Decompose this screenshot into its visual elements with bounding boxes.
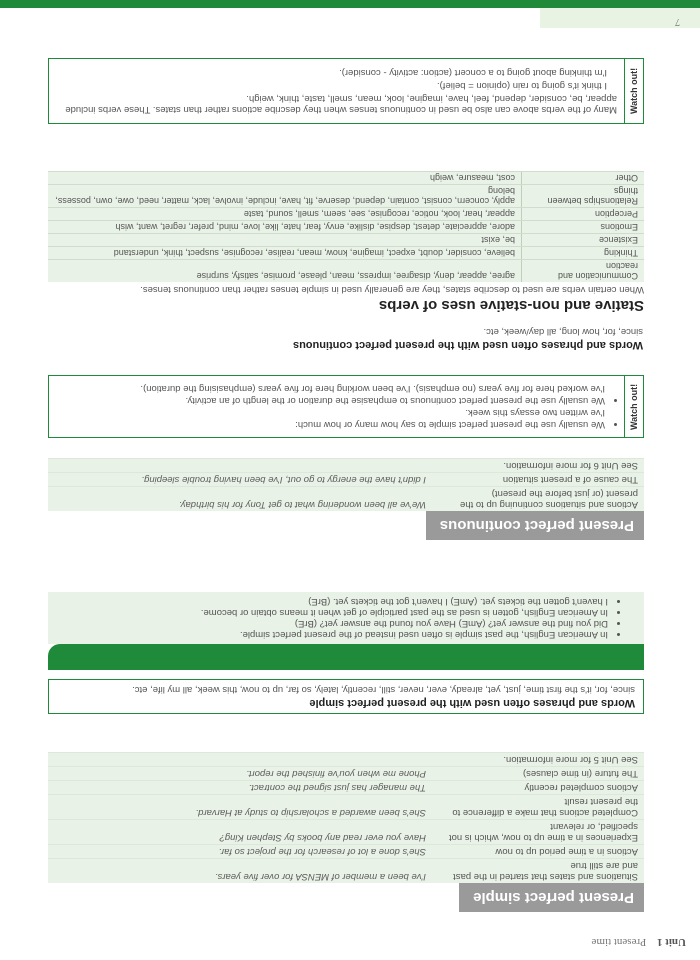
stative-heading: Stative and non-stative uses of verbs (378, 297, 644, 314)
use-cell: Completed actions that make a difference to the present result (432, 795, 644, 820)
table-row (48, 260, 644, 283)
table-row (48, 820, 644, 845)
ppc-words-section (48, 321, 644, 356)
use-cell: Experiences in a time up to now, which is not specified, or relevant (432, 820, 644, 845)
example-cell: The manager has just signed the contract. (48, 781, 432, 795)
example-cell: She's done a lot of research for the project so far. (48, 845, 432, 859)
pps-title: Present perfect simple (459, 883, 644, 912)
example-cell: Have you ever read any books by Stephen King? (48, 820, 432, 845)
use-cell: The future (in time clauses) (432, 767, 644, 781)
ppc-words-title: Words and phrases often used with the present perfect continuous (292, 339, 643, 351)
use-cell: Actions completed recently (432, 781, 644, 795)
running-header (592, 936, 686, 948)
ppc-band (48, 458, 644, 511)
list-item: • I haven't gotten the tickets yet. (AmE) I haven't got the tickets yet. (BrE) (58, 596, 608, 607)
green-banner (48, 644, 644, 670)
list-item: • Did you find the answer yet? (AmE) Have you found the answer yet? (BrE) (58, 618, 608, 629)
running-title: Present time (591, 936, 647, 948)
stative-table (48, 171, 644, 282)
page-number (675, 14, 686, 30)
table-row (48, 753, 644, 767)
use-cell: Situations and states that started in the past and are still true (432, 859, 644, 884)
pps-words-title: Words and phrases often used with the present perfect simple (309, 697, 635, 709)
verbs-cell: agree, appear, deny, disagree, impress, mean, please, promise, satisfy, surprise (48, 260, 522, 283)
pps-section (48, 752, 644, 912)
table-row (48, 185, 644, 208)
watch2-section (48, 375, 644, 438)
pps-words-section (48, 679, 644, 714)
verbs-cell: adore, appreciate, detest, despise, dislike, envy, fear, hate, like, love, mind, prefer, regret, want, wish (48, 221, 522, 234)
ppc-table (48, 458, 644, 511)
category-cell: Other (522, 172, 645, 185)
ppc-words-box (48, 321, 644, 356)
watch3-box (48, 58, 644, 124)
watch3-label: Watch out! (624, 59, 643, 123)
category-cell: Thinking (522, 247, 645, 260)
verbs-cell: believe, consider, doubt, expect, imagine, know, mean, realise, recognise, suspect, think, understand (48, 247, 522, 260)
table-row (48, 247, 644, 260)
table-row (48, 487, 644, 512)
example-cell: Phone me when you've finished the report. (48, 767, 432, 781)
ppc-section (48, 458, 644, 540)
table-row (48, 795, 644, 820)
watch3-example: I think it's going to rain (opinion = belief). (436, 80, 607, 91)
watch3-section (48, 58, 644, 124)
list-item: • We usually use the present perfect simple to say how many or how much: (59, 419, 605, 430)
use-cell: See Unit 5 for more information. (432, 753, 644, 767)
table-row (48, 781, 644, 795)
table-row (48, 221, 644, 234)
table-row (48, 172, 644, 185)
page-number-value: 7 (675, 16, 680, 27)
category-cell: Communication and reaction (522, 260, 645, 283)
watch3-example: I'm thinking about going to a concert (action: activity - consider). (339, 67, 607, 78)
table-row (48, 208, 644, 221)
category-cell: Emotions (522, 221, 645, 234)
verbs-cell: cost, measure, weigh (48, 172, 522, 185)
watch3-text: Many of the verbs above can also be used in continuous tenses when they describe actions rather than states. These verbs include appear, be, consider, depend, feel, have, imagine, look, mean, smell, taste, think, weigh. (65, 93, 617, 115)
list-item: • In American English, gotten is used as the past participle of get when it means obtain or become. (58, 607, 608, 618)
verbs-cell: be, exist (48, 234, 522, 247)
unit-label: Unit 1 (656, 936, 686, 948)
pps-table (48, 752, 644, 883)
category-cell: Perception (522, 208, 645, 221)
category-cell: Existence (522, 234, 645, 247)
example-cell (48, 459, 432, 473)
use-cell: Actions and situations continuing up to the present (or just before the present) (432, 487, 644, 512)
category-cell: Relationships between things (522, 185, 645, 208)
example-cell (48, 753, 432, 767)
pps-words-box (48, 679, 644, 714)
verbs-cell: apply, concern, consist, contain, depend, deserve, fit, have, include, involve, lack, matter, need, owe, own, possess, belong (48, 185, 522, 208)
example-cell: I didn't have the energy to go out, I've been having trouble sleeping. (48, 473, 432, 487)
table-row (48, 234, 644, 247)
use-cell: See Unit 6 for more information. (432, 459, 644, 473)
example-cell: We've all been wondering what to get Tony for his birthday. (48, 487, 432, 512)
table-row (48, 859, 644, 884)
table-row (48, 473, 644, 487)
page-edge-bar (0, 0, 700, 8)
example-cell: I've been a member of MENSA for over five years. (48, 859, 432, 884)
stative-section (48, 171, 644, 314)
list-item: I've written two essays this week. (465, 407, 605, 418)
ppc-words-text: since, for, how long, all day/week, etc. (483, 326, 643, 337)
list-item: I've worked here for five years (no emphasis). I've been working here for five years (emphasising the duration). (140, 383, 605, 394)
pps-band (48, 752, 644, 883)
table-row (48, 767, 644, 781)
example-cell: She's been awarded a scholarship to study at Harvard. (48, 795, 432, 820)
pps-words-text: since, for, it's the first time, just, yet, already, ever, never, still, recently, lately, so far, up to now, this week, all my life, etc. (132, 684, 635, 695)
list-item: • We usually use the present perfect continuous to emphasise the duration or the length of an activity. (59, 395, 605, 406)
watch2-label: Watch out! (624, 376, 643, 437)
table-row (48, 845, 644, 859)
verbs-cell: appear, hear, look, notice, recognise, see, seem, smell, sound, taste (48, 208, 522, 221)
table-row (48, 459, 644, 473)
use-cell: The cause of a present situation (432, 473, 644, 487)
watch1-section (48, 592, 644, 670)
stative-intro: When certain verbs are used to describe states, they are generally used in simple tenses rather than continuous tenses. (140, 284, 644, 295)
watch1-band (48, 592, 644, 644)
watch2-box (48, 375, 644, 438)
list-item: • In American English, the past simple is often used instead of the present perfect simple. (58, 629, 608, 640)
ppc-title: Present perfect continuous (426, 511, 644, 540)
use-cell: Actions in a time period up to now (432, 845, 644, 859)
